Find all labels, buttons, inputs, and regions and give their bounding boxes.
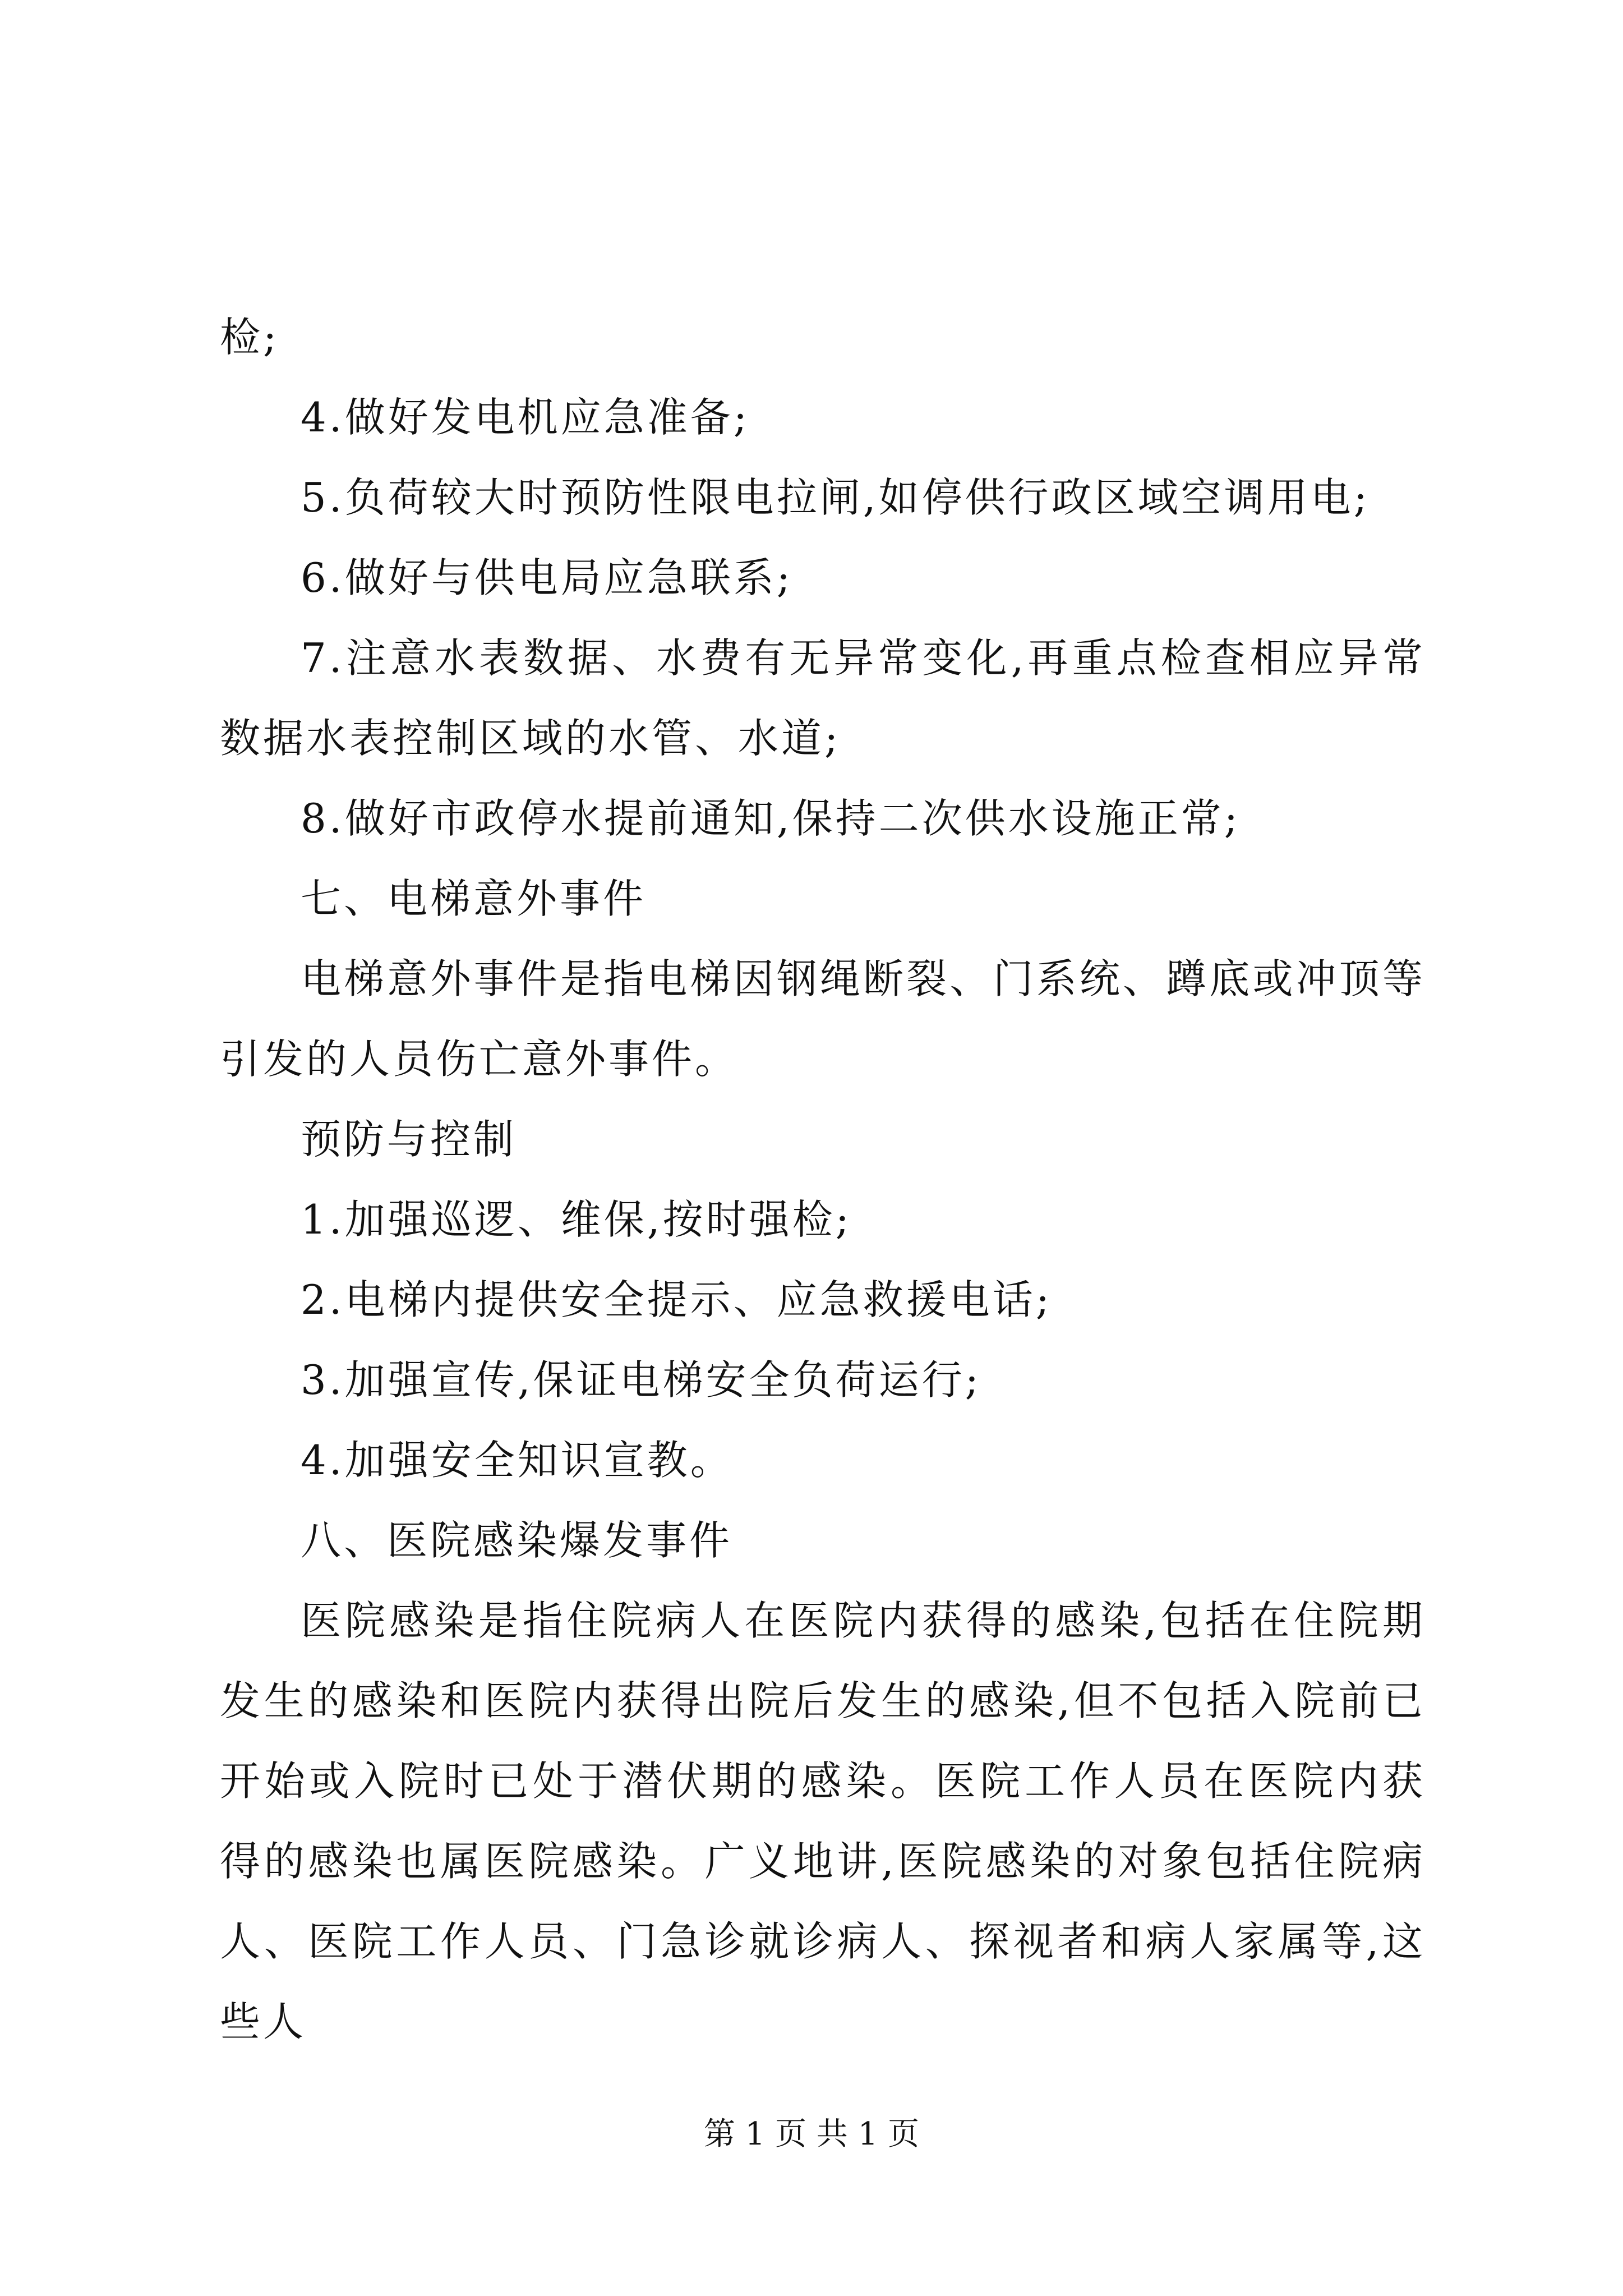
- page-footer: 第 1 页 共 1 页: [703, 2116, 920, 2152]
- subsection-heading: 预防与控制: [301, 1116, 517, 1163]
- paragraph: 7.注意水表数据、水费有无异常变化,再重点检查相应异常数据水表控制区域的水管、水道;: [220, 634, 1426, 762]
- paragraph: 2.电梯内提供安全提示、应急救援电话;: [301, 1276, 1052, 1323]
- paragraph: 4.加强安全知识宣教。: [301, 1437, 734, 1484]
- section-heading: 七、电梯意外事件: [301, 875, 647, 922]
- paragraph: 3.加强宣传,保证电梯安全负荷运行;: [301, 1356, 981, 1404]
- paragraph: 医院感染是指住院病人在医院内获得的感染,包括在住院期发生的感染和医院内获得出院后发生的感染,但不包括入院前已开始或入院时已处于潜伏期的感染。医院工作人员在医院内获得的感染也属医院感染。广义地讲,医院感染的对象包括住院病人、医院工作人员、门急诊就诊病人、探视者和病人家属等,这些人: [220, 1597, 1426, 2045]
- paragraph: 电梯意外事件是指电梯因钢绳断裂、门系统、蹲底或冲顶等引发的人员伤亡意外事件。: [220, 955, 1426, 1083]
- paragraph: 6.做好与供电局应急联系;: [301, 554, 793, 601]
- paragraph: 5.负荷较大时预防性限电拉闸,如停供行政区域空调用电;: [301, 474, 1370, 521]
- paragraph: 1.加强巡逻、维保,按时强检;: [301, 1196, 852, 1243]
- paragraph: 8.做好市政停水提前通知,保持二次供水设施正常;: [301, 795, 1241, 842]
- paragraph: 检;: [220, 314, 280, 361]
- document-body: [220, 297, 1426, 2062]
- paragraph: 4.做好发电机应急准备;: [301, 394, 750, 441]
- section-heading: 八、医院感染爆发事件: [301, 1517, 733, 1564]
